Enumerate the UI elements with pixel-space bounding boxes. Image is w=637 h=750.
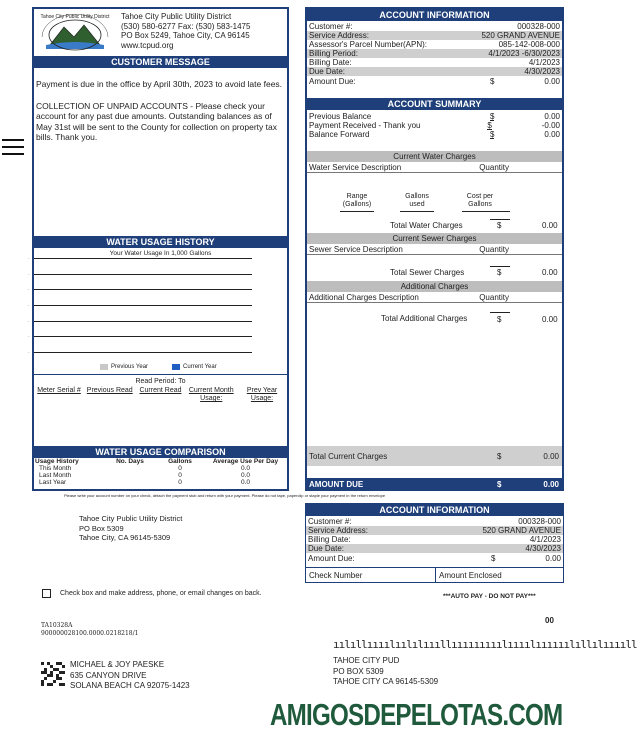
comparison-cell: 0.0 — [240, 465, 251, 472]
summary-row — [307, 121, 562, 130]
water-qty-label: Quantity — [479, 163, 509, 172]
meter-column-header: Previous Read — [86, 387, 133, 394]
summary-value: 0.00 — [544, 130, 560, 139]
chart-subtitle: Your Water Usage In 1,000 Gallons — [109, 250, 212, 257]
stub-account-label: Due Date: — [308, 544, 345, 553]
total-current-charges-row — [307, 446, 562, 466]
comparison-cell: 0 — [178, 479, 182, 486]
chart-tick-mark: - — [28, 333, 30, 339]
comparison-cell: 0.0 — [240, 479, 251, 486]
stub-account-row — [306, 526, 563, 535]
stub-account-label: Billing Date: — [308, 535, 351, 544]
range-gallons-label: Range (Gallons) — [342, 193, 372, 208]
summary-label: Payment Received - Thank you — [309, 121, 421, 130]
remit-box: PO BOX 5309 — [333, 666, 384, 676]
utility-phone-fax: (530) 580-6277 Fax: (530) 583-1475 — [121, 21, 251, 31]
amount-due-total-row — [307, 478, 562, 490]
chart-gridline — [34, 352, 252, 353]
stub-account-value: 4/1/2023 — [529, 535, 561, 544]
amount-enclosed-field[interactable] — [436, 568, 563, 583]
amount-due-total-value: 0.00 — [543, 479, 559, 489]
autopay-notice: ***AUTO PAY - DO NOT PAY*** — [443, 593, 536, 600]
total-sewer-label: Total Sewer Charges — [390, 268, 465, 277]
chart-tick-mark: - — [28, 286, 30, 292]
stub-code-line-2: 900000028100.0000.0218218/1 — [41, 630, 139, 637]
utility-name: Tahoe City Public Utility District — [121, 12, 232, 21]
utility-logo — [36, 11, 114, 51]
water-charges-header: Current Water Charges — [307, 151, 562, 162]
chart-gridline — [34, 336, 252, 337]
comparison-row — [35, 479, 286, 486]
account-summary-rows — [307, 112, 562, 139]
stub-account-rows — [306, 517, 563, 553]
additional-qty-label: Quantity — [479, 293, 509, 302]
svg-text:Tahoe City Public Utility Dist: Tahoe City Public Utility District — [40, 14, 110, 20]
summary-currency: $ — [489, 130, 495, 139]
chart-tick-mark: - — [28, 302, 30, 307]
stub-amount-due-value: 0.00 — [545, 554, 561, 563]
stub-account-label: Service Address: — [308, 526, 369, 535]
summary-label: Balance Forward — [309, 130, 370, 139]
account-info-value: 000328-000 — [517, 22, 560, 31]
usage-comparison-table — [35, 458, 286, 486]
customer-name: MICHAEL & JOY PAESKE — [70, 660, 165, 669]
comparison-cell: Last Year — [39, 479, 67, 486]
summary-label: Previous Balance — [309, 112, 372, 121]
message-paragraph-2: COLLECTION OF UNPAID ACCOUNTS - Please check your account for any past due amounts. Outstanding balances as of May 31st will be sent to the County for collection on property tax bills. Thank you. — [36, 100, 277, 142]
account-info-label: Service Address: — [309, 31, 370, 40]
comparison-cell — [105, 465, 155, 472]
legend-previous-label: Previous Year — [111, 364, 149, 370]
check-number-label: Check Number — [309, 571, 363, 580]
account-information-header: ACCOUNT INFORMATION — [307, 9, 562, 21]
chart-tick-mark: - — [28, 317, 30, 323]
account-info-value: 4/1/2023 — [528, 58, 560, 67]
total-water-label: Total Water Charges — [390, 221, 463, 230]
amount-due-total-label: AMOUNT DUE — [309, 479, 364, 489]
message-paragraph-1: Payment is due in the office by April 30th, 2023 to avoid late fees. — [36, 79, 283, 89]
meter-column-header: Current Read — [139, 387, 182, 394]
summary-row — [307, 130, 562, 139]
water-usage-comparison-header: WATER USAGE COMPARISON — [34, 446, 287, 458]
stub-account-value: 520 GRAND AVENUE — [482, 526, 561, 535]
amount-due-value: 0.00 — [544, 77, 560, 86]
amount-due-total-currency: $ — [497, 479, 502, 489]
account-info-value: 4/30/2023 — [524, 67, 560, 76]
qr-code-icon — [41, 662, 65, 686]
remit-city: TAHOE CITY CA 96145-5309 — [333, 677, 439, 686]
account-info-row — [307, 31, 562, 40]
meter-column-header: Prev Year Usage: — [246, 387, 278, 402]
stub-code-line-1: TA10328A — [41, 622, 73, 629]
amount-enclosed-label: Amount Enclosed — [439, 571, 502, 580]
stub-account-label: Customer #: — [308, 517, 352, 526]
stub-from-city: Tahoe City, CA 96145-5309 — [79, 533, 171, 542]
total-additional-label: Total Additional Charges — [381, 314, 468, 323]
customer-city: SOLANA BEACH CA 92075-1423 — [70, 681, 190, 690]
customer-street: 635 CANYON DRIVE — [70, 670, 147, 680]
total-current-currency: $ — [497, 451, 502, 461]
watermark: AMIGOSDEPELOTAS.COM — [270, 697, 563, 732]
meter-read-table — [36, 387, 285, 403]
water-desc-label: Water Service Description — [309, 163, 402, 172]
stub-account-value: 000328-000 — [518, 517, 561, 526]
stub-instructions: Please write your account number on your check, detach the payment stub and return with your payment. Please do not tape, paperclip or staple your payment in the return envelope — [64, 493, 386, 498]
total-current-value: 0.00 — [543, 451, 559, 461]
legend-current-swatch — [172, 364, 180, 370]
comparison-header-cell: Usage History — [35, 458, 79, 465]
account-summary-header: ACCOUNT SUMMARY — [307, 98, 562, 110]
comparison-cell: This Month — [39, 465, 72, 472]
account-info-row — [307, 22, 562, 31]
comparison-row — [35, 472, 286, 479]
stub-account-info-header: ACCOUNT INFORMATION — [306, 504, 563, 516]
chart-gridline — [34, 274, 252, 275]
total-additional-value: 0.00 — [542, 315, 558, 324]
amount-due-currency: $ — [489, 77, 495, 86]
stub-account-row — [306, 535, 563, 544]
customer-message-header: CUSTOMER MESSAGE — [34, 56, 287, 68]
cost-per-gallons-label: Cost per Gallons — [466, 193, 494, 208]
comparison-cell: 0.0 — [240, 472, 251, 479]
water-usage-chart — [28, 255, 252, 354]
comparison-cell: Last Month — [39, 472, 72, 479]
account-info-label: Assessor's Parcel Number(APN): — [309, 40, 427, 49]
water-usage-history-header: WATER USAGE HISTORY — [34, 236, 287, 248]
meter-column-header: Meter Serial # — [37, 387, 81, 394]
additional-charges-header: Additional Charges — [307, 281, 562, 292]
summary-value: 0.00 — [544, 112, 560, 121]
total-sewer-value: 0.00 — [542, 268, 558, 277]
legend-previous-swatch — [100, 364, 108, 370]
sewer-qty-label: Quantity — [479, 245, 509, 254]
total-current-label: Total Current Charges — [309, 451, 388, 461]
utility-website[interactable]: www.tcpud.org — [121, 40, 174, 50]
comparison-cell: 0 — [178, 465, 182, 472]
comparison-cell — [105, 472, 155, 479]
chart-gridline — [34, 321, 252, 322]
stub-account-row — [306, 544, 563, 553]
summary-currency: $ — [487, 121, 492, 130]
summary-row — [307, 112, 562, 121]
chart-tick-mark: - — [28, 349, 30, 354]
total-water-value: 0.00 — [542, 221, 558, 230]
chart-gridline — [34, 258, 252, 259]
chart-tick-mark: - — [28, 255, 30, 260]
address-change-label: Check box and make address, phone, or email changes on back. — [60, 590, 262, 597]
chart-gridline — [34, 305, 252, 306]
stub-small-code: 00 — [545, 616, 554, 625]
account-info-row — [307, 58, 562, 67]
stub-account-value: 4/30/2023 — [525, 544, 561, 553]
total-additional-currency: $ — [497, 315, 502, 324]
account-info-row — [307, 67, 562, 76]
account-info-label: Billing Date: — [309, 58, 352, 67]
utility-address: PO Box 5249, Tahoe City, CA 96145 — [121, 31, 250, 40]
comparison-cell: 0 — [178, 472, 182, 479]
total-water-currency: $ — [497, 221, 502, 230]
summary-value: -0.00 — [541, 121, 560, 130]
postal-barcode: ıılıllıııılıılılıııllııııııııılıııılıııııılıllılııııll — [333, 638, 637, 651]
stub-from-box: PO Box 5309 — [79, 523, 124, 533]
meter-column-header: Current Month Usage: — [188, 387, 234, 402]
sewer-charges-header: Current Sewer Charges — [307, 233, 562, 244]
account-info-row — [307, 49, 562, 58]
account-info-label: Customer #: — [309, 22, 353, 31]
chart-tick-mark: - — [28, 270, 30, 276]
account-info-label: Billing Period: — [309, 49, 358, 58]
menu-icon[interactable] — [2, 139, 24, 157]
address-change-checkbox[interactable] — [42, 589, 51, 598]
account-info-value: 085-142-008-000 — [498, 40, 560, 49]
amount-due-label: Amount Due: — [309, 77, 356, 86]
comparison-cell — [105, 479, 155, 486]
gallons-used-label: Gallons used — [405, 193, 429, 208]
sewer-desc-label: Sewer Service Description — [309, 245, 403, 254]
account-info-label: Due Date: — [309, 67, 346, 76]
remit-name: TAHOE CITY PUD — [333, 656, 400, 665]
stub-account-row — [306, 517, 563, 526]
comparison-header-cell: Gallons — [168, 458, 192, 465]
check-number-field[interactable] — [306, 568, 436, 583]
stub-from-name: Tahoe City Public Utility District — [79, 514, 183, 523]
account-info-value: 520 GRAND AVENUE — [481, 31, 560, 40]
comparison-row — [35, 465, 286, 472]
read-period-label: Read Period: To — [135, 378, 186, 385]
summary-currency: $ — [489, 112, 495, 121]
comparison-header-cell: No. Days — [116, 458, 144, 465]
account-info-value: 4/1/2023 -6/30/2023 — [488, 49, 560, 58]
total-sewer-currency: $ — [497, 268, 502, 277]
account-information-rows — [307, 22, 562, 76]
stub-amount-due-label: Amount Due: — [308, 554, 355, 563]
comparison-header-cell: Average Use Per Day — [212, 458, 279, 465]
stub-amount-due-currency: $ — [490, 554, 496, 563]
legend-current-label: Current Year — [183, 364, 217, 370]
additional-desc-label: Additional Charges Description — [309, 293, 419, 302]
account-info-row — [307, 40, 562, 49]
chart-gridline — [34, 289, 252, 290]
